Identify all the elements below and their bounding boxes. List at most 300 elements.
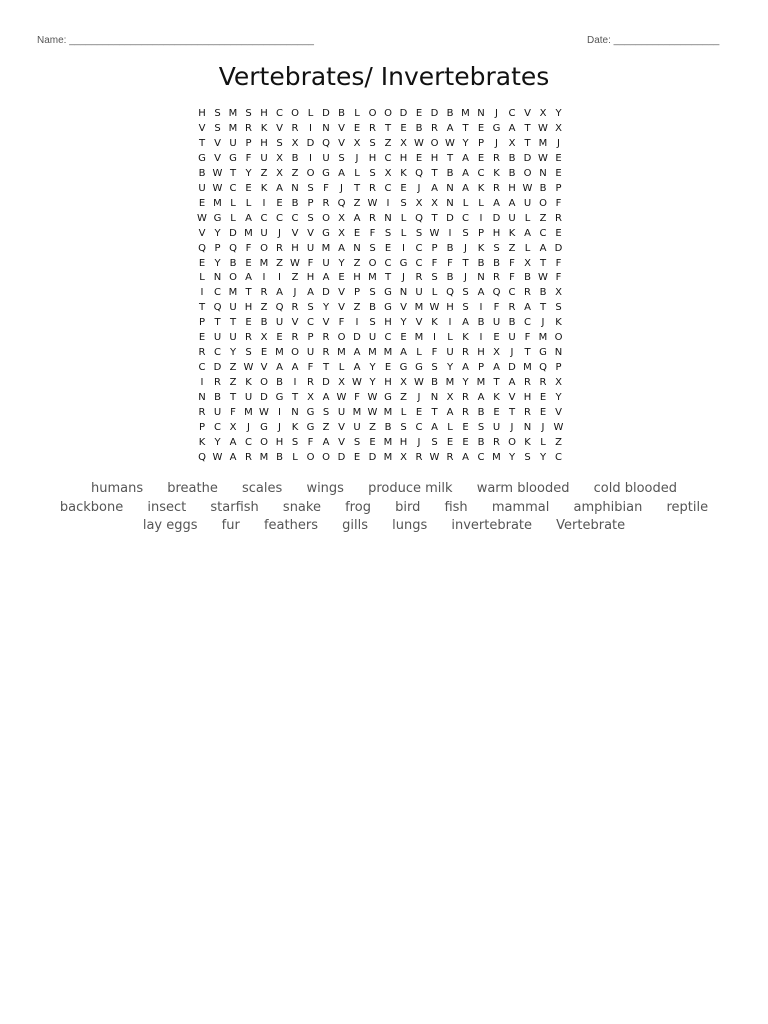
grid-letter: U — [260, 152, 268, 164]
grid-letter: D — [399, 108, 408, 119]
grid-row — [0, 317, 768, 332]
grid-letter: Y — [214, 257, 221, 269]
grid-letter: B — [508, 317, 516, 329]
grid-letter: T — [431, 407, 438, 418]
grid-letter: U — [353, 421, 361, 433]
grid-letter: V — [291, 227, 299, 239]
grid-letter: J — [464, 242, 467, 254]
grid-letter: A — [524, 302, 531, 314]
grid-letter: D — [353, 332, 361, 344]
grid-letter: T — [245, 287, 252, 299]
grid-letter: H — [291, 242, 299, 254]
grid-letter: J — [464, 272, 467, 284]
grid-letter: A — [400, 347, 407, 359]
grid-letter: P — [245, 137, 252, 149]
grid-letter: M — [259, 451, 269, 463]
grid-letter: M — [523, 362, 532, 374]
grid-row — [0, 407, 768, 422]
grid-letter: W — [429, 302, 440, 314]
grid-letter: M — [321, 242, 331, 254]
grid-letter: I — [262, 197, 266, 209]
grid-letter: A — [493, 362, 500, 374]
grid-letter: D — [229, 227, 237, 239]
grid-letter: B — [477, 317, 485, 329]
grid-letter: L — [447, 421, 453, 433]
grid-letter: S — [431, 272, 438, 284]
grid-letter: J — [510, 347, 514, 359]
grid-letter: E — [245, 257, 252, 269]
grid-letter: R — [493, 182, 500, 194]
word-bank-item: invertebrate — [451, 518, 533, 533]
grid-letter: S — [307, 212, 314, 224]
grid-letter: H — [306, 272, 315, 284]
grid-letter: X — [508, 137, 516, 149]
word-bank-item: Vertebrate — [556, 518, 626, 533]
grid-letter: U — [229, 302, 237, 314]
grid-letter: V — [198, 122, 206, 134]
grid-letter: H — [368, 152, 377, 164]
grid-letter: T — [493, 377, 500, 389]
grid-letter: L — [400, 212, 407, 224]
grid-letter: O — [322, 212, 330, 224]
grid-letter: N — [213, 272, 222, 284]
grid-letter: G — [399, 362, 408, 374]
grid-letter: B — [291, 197, 299, 209]
grid-letter: H — [523, 392, 532, 404]
grid-letter: R — [555, 212, 562, 224]
grid-letter: A — [245, 212, 252, 224]
grid-letter: O — [306, 451, 315, 463]
grid-letter: G — [306, 407, 315, 418]
grid-letter: L — [245, 197, 252, 209]
grid-letter: C — [214, 347, 221, 359]
grid-letter: E — [555, 167, 562, 179]
grid-letter: V — [524, 108, 531, 119]
grid-letter: M — [476, 377, 486, 389]
grid-letter: I — [278, 407, 281, 418]
grid-letter: B — [493, 257, 500, 269]
grid-letter: C — [260, 212, 268, 224]
grid-letter: B — [214, 392, 221, 404]
grid-letter: S — [462, 287, 469, 299]
grid-letter: O — [306, 167, 315, 179]
grid-letter: K — [493, 392, 500, 404]
grid-letter: J — [355, 152, 359, 164]
grid-letter: N — [477, 108, 485, 119]
grid-letter: R — [508, 302, 516, 314]
grid-letter: T — [539, 257, 547, 269]
grid-letter: U — [229, 332, 237, 344]
grid-letter: T — [462, 122, 469, 134]
grid-letter: K — [245, 377, 252, 389]
grid-letter: N — [353, 242, 361, 254]
grid-letter: U — [244, 392, 253, 404]
grid-letter: C — [415, 257, 423, 269]
grid-letter: S — [245, 347, 252, 359]
grid-letter: Z — [353, 257, 361, 269]
grid-row — [0, 213, 768, 228]
grid-letter: A — [462, 362, 469, 374]
grid-letter: L — [230, 212, 236, 224]
grid-letter: L — [524, 242, 531, 254]
grid-letter: E — [353, 451, 361, 463]
grid-row — [0, 272, 768, 287]
grid-letter: E — [415, 152, 423, 164]
grid-letter: J — [541, 317, 545, 329]
grid-letter: K — [462, 332, 469, 344]
grid-row — [0, 347, 768, 362]
grid-letter: I — [293, 377, 297, 389]
grid-letter: L — [416, 347, 422, 359]
grid-letter: J — [495, 108, 498, 119]
grid-letter: C — [276, 108, 283, 119]
grid-letter: Y — [462, 137, 469, 149]
grid-letter: A — [446, 407, 454, 418]
grid-letter: H — [477, 347, 485, 359]
word-bank-item: scales — [242, 481, 283, 496]
grid-letter: E — [384, 362, 392, 374]
grid-letter: T — [198, 302, 206, 314]
grid-letter: S — [353, 436, 361, 448]
grid-letter: S — [431, 436, 438, 448]
grid-letter: K — [291, 421, 299, 433]
grid-letter: C — [508, 108, 516, 119]
grid-letter: H — [384, 377, 392, 389]
grid-letter: C — [477, 451, 485, 463]
word-bank-item: lungs — [392, 518, 428, 533]
grid-letter: J — [557, 137, 560, 149]
grid-letter: E — [245, 182, 252, 194]
grid-letter: G — [384, 392, 392, 404]
grid-letter: H — [508, 182, 516, 194]
grid-letter: C — [415, 242, 423, 254]
grid-letter: Y — [369, 377, 376, 389]
grid-letter: H — [430, 152, 439, 164]
grid-letter: L — [199, 272, 205, 284]
grid-letter: D — [508, 362, 516, 374]
grid-letter: Q — [213, 302, 222, 314]
word-bank-item: insect — [147, 499, 187, 515]
grid-letter: X — [229, 421, 237, 433]
grid-letter: U — [213, 332, 222, 344]
grid-letter: X — [338, 377, 345, 389]
page-title: Vertebrates/ Invertebrates — [218, 62, 550, 91]
grid-letter: U — [306, 347, 315, 359]
grid-letter: D — [523, 152, 532, 164]
grid-letter: J — [417, 392, 421, 404]
grid-letter: G — [198, 152, 206, 164]
grid-letter: N — [198, 392, 206, 404]
grid-row — [0, 362, 768, 377]
word-bank-item: bird — [395, 499, 421, 515]
grid-letter: N — [322, 122, 330, 134]
name-field-label: Name: ____________________________________________ — [37, 35, 314, 46]
grid-letter: V — [338, 436, 345, 448]
grid-letter: S — [214, 108, 221, 119]
grid-letter: C — [307, 317, 314, 329]
grid-letter: L — [524, 212, 531, 224]
grid-letter: F — [369, 227, 376, 239]
grid-letter: P — [307, 197, 314, 209]
grid-letter: X — [260, 332, 268, 344]
grid-letter: H — [275, 436, 284, 448]
grid-letter: G — [322, 167, 330, 179]
grid-letter: V — [338, 287, 345, 299]
grid-letter: E — [477, 152, 485, 164]
grid-letter: A — [508, 377, 516, 389]
grid-letter: S — [493, 242, 500, 254]
grid-letter: B — [477, 436, 485, 448]
grid-letter: H — [399, 152, 408, 164]
grid-letter: J — [510, 421, 514, 433]
grid-letter: A — [539, 242, 547, 254]
grid-letter: G — [229, 152, 237, 164]
grid-letter: D — [213, 362, 222, 374]
grid-letter: O — [368, 108, 377, 119]
grid-letter: B — [477, 407, 485, 418]
grid-letter: Z — [291, 272, 299, 284]
grid-letter: A — [462, 167, 469, 179]
grid-letter: A — [353, 347, 361, 359]
grid-letter: Z — [555, 436, 562, 448]
grid-letter: L — [478, 197, 484, 209]
grid-letter: R — [493, 272, 500, 284]
grid-letter: R — [245, 122, 252, 134]
grid-letter: Y — [369, 362, 376, 374]
grid-letter: S — [338, 152, 345, 164]
grid-letter: T — [353, 182, 361, 194]
word-bank-item: backbone — [59, 499, 124, 515]
grid-letter: M — [383, 347, 393, 359]
grid-letter: L — [230, 197, 236, 209]
grid-letter: J — [541, 421, 545, 433]
grid-letter: U — [368, 332, 377, 344]
grid-letter: R — [493, 152, 500, 164]
word-bank-item: warm blooded — [476, 481, 570, 496]
grid-letter: G — [306, 421, 315, 433]
grid-letter: O — [508, 436, 516, 448]
grid-letter: T — [229, 317, 237, 329]
grid-letter: R — [415, 451, 423, 463]
grid-letter: Q — [198, 451, 206, 463]
grid-letter: H — [244, 302, 253, 314]
grid-letter: A — [307, 287, 314, 299]
grid-letter: F — [555, 272, 562, 284]
grid-letter: K — [431, 317, 438, 329]
grid-letter: F — [245, 242, 252, 254]
word-bank-item: reptile — [666, 499, 709, 515]
grid-letter: K — [198, 436, 206, 448]
grid-letter: W — [367, 197, 378, 209]
grid-letter: I — [479, 212, 483, 224]
grid-letter: R — [462, 392, 469, 404]
grid-letter: F — [230, 407, 236, 418]
grid-letter: Z — [229, 377, 237, 389]
grid-letter: E — [245, 317, 252, 329]
grid-letter: J — [417, 182, 421, 194]
grid-letter: Z — [369, 421, 376, 433]
grid-letter: E — [198, 332, 206, 344]
grid-letter: D — [306, 137, 315, 149]
grid-letter: F — [245, 152, 252, 164]
grid-letter: U — [322, 257, 330, 269]
grid-letter: G — [260, 421, 268, 433]
grid-letter: S — [291, 436, 299, 448]
grid-letter: M — [461, 108, 470, 119]
grid-letter: D — [492, 212, 501, 224]
grid-letter: P — [198, 421, 206, 433]
grid-letter: J — [340, 182, 343, 194]
word-bank-item: mammal — [491, 499, 550, 515]
grid-letter: A — [462, 152, 469, 164]
grid-letter: F — [447, 257, 453, 269]
grid-letter: F — [338, 317, 345, 329]
grid-letter: U — [508, 212, 516, 224]
grid-letter: N — [430, 392, 439, 404]
grid-letter: T — [384, 122, 392, 134]
grid-letter: A — [446, 122, 454, 134]
grid-letter: T — [524, 122, 531, 134]
grid-letter: N — [477, 272, 485, 284]
grid-letter: U — [275, 317, 284, 329]
grid-letter: M — [445, 377, 455, 389]
grid-letter: E — [493, 332, 500, 344]
word-bank-item: lay eggs — [142, 518, 198, 533]
grid-letter: H — [446, 302, 454, 314]
grid-letter: U — [523, 197, 532, 209]
grid-letter: Q — [446, 287, 454, 299]
grid-letter: P — [477, 137, 485, 149]
grid-letter: E — [353, 122, 361, 134]
grid-letter: I — [262, 272, 266, 284]
grid-row — [0, 153, 768, 168]
grid-letter: G — [415, 362, 423, 374]
grid-letter: M — [383, 451, 393, 463]
word-bank-item: frog — [345, 499, 371, 515]
grid-letter: A — [276, 182, 283, 194]
grid-letter: R — [260, 287, 268, 299]
grid-letter: C — [384, 182, 392, 194]
grid-letter: I — [479, 332, 483, 344]
grid-letter: M — [213, 197, 222, 209]
grid-letter: A — [245, 272, 252, 284]
grid-letter: X — [384, 167, 392, 179]
grid-letter: O — [260, 242, 268, 254]
grid-letter: D — [430, 108, 439, 119]
grid-letter: C — [214, 421, 221, 433]
grid-letter: D — [260, 392, 268, 404]
grid-letter: W — [553, 421, 564, 433]
grid-letter: S — [369, 317, 376, 329]
grid-letter: I — [309, 152, 312, 164]
grid-letter: E — [462, 421, 469, 433]
grid-letter: M — [244, 407, 253, 418]
grid-letter: U — [229, 137, 237, 149]
grid-row — [0, 228, 768, 243]
grid-letter: W — [243, 362, 254, 374]
grid-letter: Q — [229, 242, 237, 254]
grid-letter: Z — [353, 197, 361, 209]
grid-letter: S — [307, 302, 314, 314]
grid-letter: M — [538, 332, 548, 344]
grid-letter: J — [293, 287, 297, 299]
grid-letter: I — [278, 272, 281, 284]
grid-letter: O — [229, 272, 237, 284]
grid-letter: E — [415, 108, 423, 119]
grid-letter: V — [307, 227, 314, 239]
grid-letter: S — [245, 108, 252, 119]
grid-letter: F — [307, 436, 314, 448]
grid-letter: X — [338, 227, 345, 239]
grid-letter: O — [430, 137, 439, 149]
grid-letter: O — [291, 347, 299, 359]
grid-letter: R — [322, 347, 330, 359]
grid-letter: C — [384, 257, 392, 269]
grid-letter: T — [322, 362, 330, 374]
grid-letter: L — [540, 436, 546, 448]
grid-letter: S — [462, 227, 469, 239]
word-bank — [40, 480, 728, 536]
grid-letter: A — [462, 182, 469, 194]
grid-letter: A — [322, 436, 330, 448]
grid-letter: R — [431, 122, 438, 134]
grid-letter: P — [307, 332, 314, 344]
grid-letter: F — [307, 362, 314, 374]
grid-letter: M — [244, 227, 253, 239]
grid-letter: B — [508, 167, 516, 179]
grid-letter: S — [400, 421, 407, 433]
grid-letter: U — [492, 317, 501, 329]
grid-letter: L — [400, 407, 407, 418]
grid-letter: B — [446, 272, 454, 284]
grid-letter: B — [384, 421, 392, 433]
grid-letter: A — [462, 451, 469, 463]
grid-letter: S — [369, 167, 376, 179]
grid-letter: Y — [508, 451, 516, 463]
grid-letter: W — [538, 152, 548, 164]
grid-letter: U — [446, 347, 454, 359]
grid-letter: W — [197, 212, 207, 224]
grid-letter: R — [369, 122, 376, 134]
grid-letter: A — [338, 167, 345, 179]
grid-letter: R — [446, 451, 454, 463]
grid-letter: C — [384, 332, 392, 344]
grid-letter: K — [400, 167, 407, 179]
grid-letter: Z — [539, 212, 547, 224]
grid-letter: R — [462, 347, 469, 359]
grid-letter: Y — [462, 377, 469, 389]
grid-letter: B — [276, 451, 283, 463]
grid-letter: C — [555, 451, 562, 463]
grid-letter: Y — [229, 347, 237, 359]
grid-letter: N — [446, 182, 454, 194]
grid-letter: Q — [415, 212, 423, 224]
grid-letter: W — [445, 137, 455, 149]
grid-letter: W — [429, 451, 440, 463]
grid-letter: G — [539, 347, 547, 359]
grid-letter: R — [524, 287, 531, 299]
grid-letter: C — [384, 152, 392, 164]
grid-letter: I — [479, 302, 483, 314]
grid-letter: V — [338, 302, 345, 314]
grid-letter: E — [400, 332, 407, 344]
grid-letter: W — [336, 392, 347, 404]
grid-letter: P — [214, 242, 221, 254]
grid-letter: R — [539, 377, 547, 389]
grid-letter: V — [508, 392, 516, 404]
word-bank-item: feathers — [263, 518, 318, 533]
grid-letter: F — [509, 257, 515, 269]
